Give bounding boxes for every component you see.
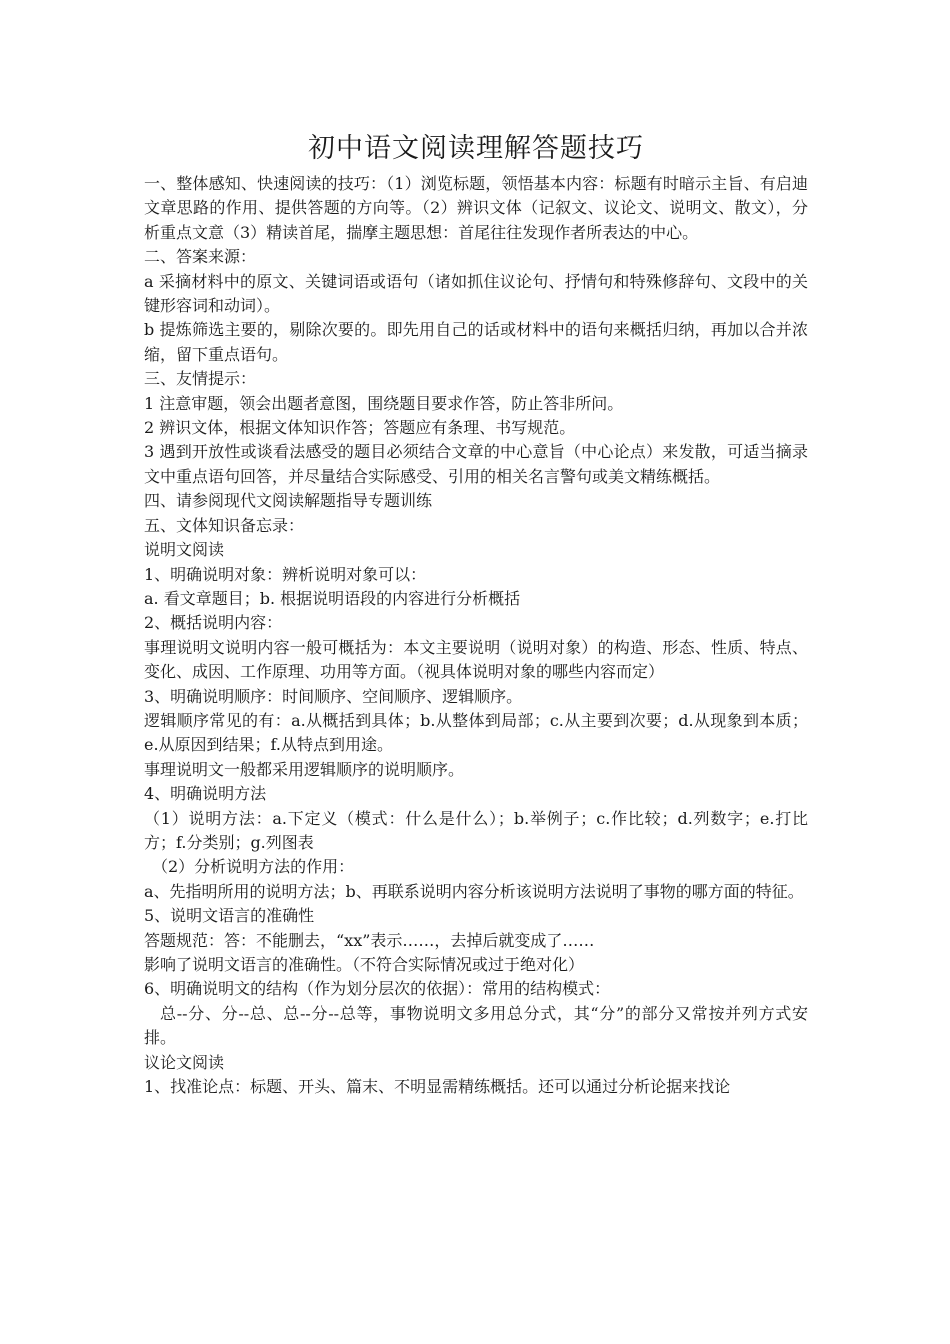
item-expository-methods: 4、明确说明方法: [144, 784, 267, 804]
item-expository-content: 2、概括说明内容：: [144, 613, 283, 633]
paragraph-answer-format: 答题规范：答：不能删去，“xx”表示……，去掉后就变成了……: [144, 930, 595, 950]
paragraph-tip-3: 3 遇到开放性或谈看法感受的题目必须结合文章的中心意旨（中心论点）来发散，可适当摘录文中重点语句回答，并尽量结合实际感受、引用的相关名言警句或美文精练概括。: [144, 442, 808, 486]
paragraph-source-a: a 采摘材料中的原文、关键词语或语句（诸如抓住议论句、抒情句和特殊修辞句、文段中的关键形容词和动词）。: [144, 271, 808, 316]
paragraph-methods-steps: a、先指明所用的说明方法；b、再联系说明内容分析该说明方法说明了事物的哪方面的特征。: [144, 881, 804, 901]
document-page: [144, 128, 808, 1099]
paragraph-tip-2: 2 辨识文体，根据文体知识作答；答题应有条理、书写规范。: [144, 418, 576, 438]
paragraph-source-b: b 提炼筛选主要的，剔除次要的。即先用自己的话或材料中的语句来概括归纳，再加以合并浓缩，留下重点语句。: [144, 320, 808, 364]
document-title: 初中语文阅读理解答题技巧: [308, 133, 644, 164]
item-expository-object: 1、明确说明对象：辨析说明对象可以：: [144, 564, 427, 584]
paragraph-methods-effect: （2）分析说明方法的作用：: [152, 857, 355, 877]
heading-tips: 三、友情提示：: [144, 369, 257, 389]
paragraph-logical-order-usage: 事理说明文一般都采用逻辑顺序的说明顺序。: [144, 759, 465, 779]
heading-argumentative-reading: 议论文阅读: [144, 1052, 225, 1072]
item-expository-structure: 6、明确说明文的结构（作为划分层次的依据）：常用的结构模式：: [144, 979, 611, 999]
heading-reference: 四、请参阅现代文阅读解题指导专题训练: [144, 491, 433, 511]
item-find-thesis: 1、找准论点：标题、开头、篇末、不明显需精练概括。还可以通过分析论据来找论: [144, 1077, 731, 1097]
paragraph-overview-reading: 一、整体感知、快速阅读的技巧：（1）浏览标题，领悟基本内容：标题有时暗示主旨、有启迪文章思路的作用、提供答题的方向等。（2）辨识文体（记叙文、议论文、说明文、散文），分析重点文意（3）精读首尾，揣摩主题思想：首尾往往发现作者所表达的中心。: [144, 174, 808, 242]
paragraph-structure-patterns: 总--分、分--总、总--分--总等，事物说明文多用总分式，其“分”的部分又常按并列方式安排。: [144, 1003, 808, 1048]
item-expository-order: 3、明确说明顺序：时间顺序、空间顺序、逻辑顺序。: [144, 686, 523, 706]
heading-genre-memo: 五、文体知识备忘录：: [144, 515, 305, 535]
paragraph-logical-order: 逻辑顺序常见的有：a.从概括到具体；b.从整体到局部；c.从主要到次要；d.从现象到本质；e.从原因到结果；f.从特点到用途。: [144, 710, 808, 755]
paragraph-methods-list: （1）说明方法：a.下定义（模式：什么是什么）；b.举例子；c.作比较；d.列数字；e.打比方；f.分类别；g.列图表: [144, 808, 808, 852]
heading-answer-source: 二、答案来源：: [144, 247, 257, 267]
paragraph-expository-content: 事理说明文说明内容一般可概括为：本文主要说明（说明对象）的构造、形态、性质、特点、变化、成因、工作原理、功用等方面。（视具体说明对象的哪些内容而定）: [144, 637, 808, 682]
item-expository-object-methods: a. 看文章题目；b. 根据说明语段的内容进行分析概括: [144, 588, 521, 608]
paragraph-accuracy-impact: 影响了说明文语言的准确性。（不符合实际情况或过于绝对化）: [144, 955, 585, 974]
item-language-accuracy: 5、说明文语言的准确性: [144, 906, 315, 926]
heading-expository-reading: 说明文阅读: [144, 540, 225, 560]
paragraph-tip-1: 1 注意审题，领会出题者意图，围绕题目要求作答，防止答非所问。: [144, 393, 624, 413]
